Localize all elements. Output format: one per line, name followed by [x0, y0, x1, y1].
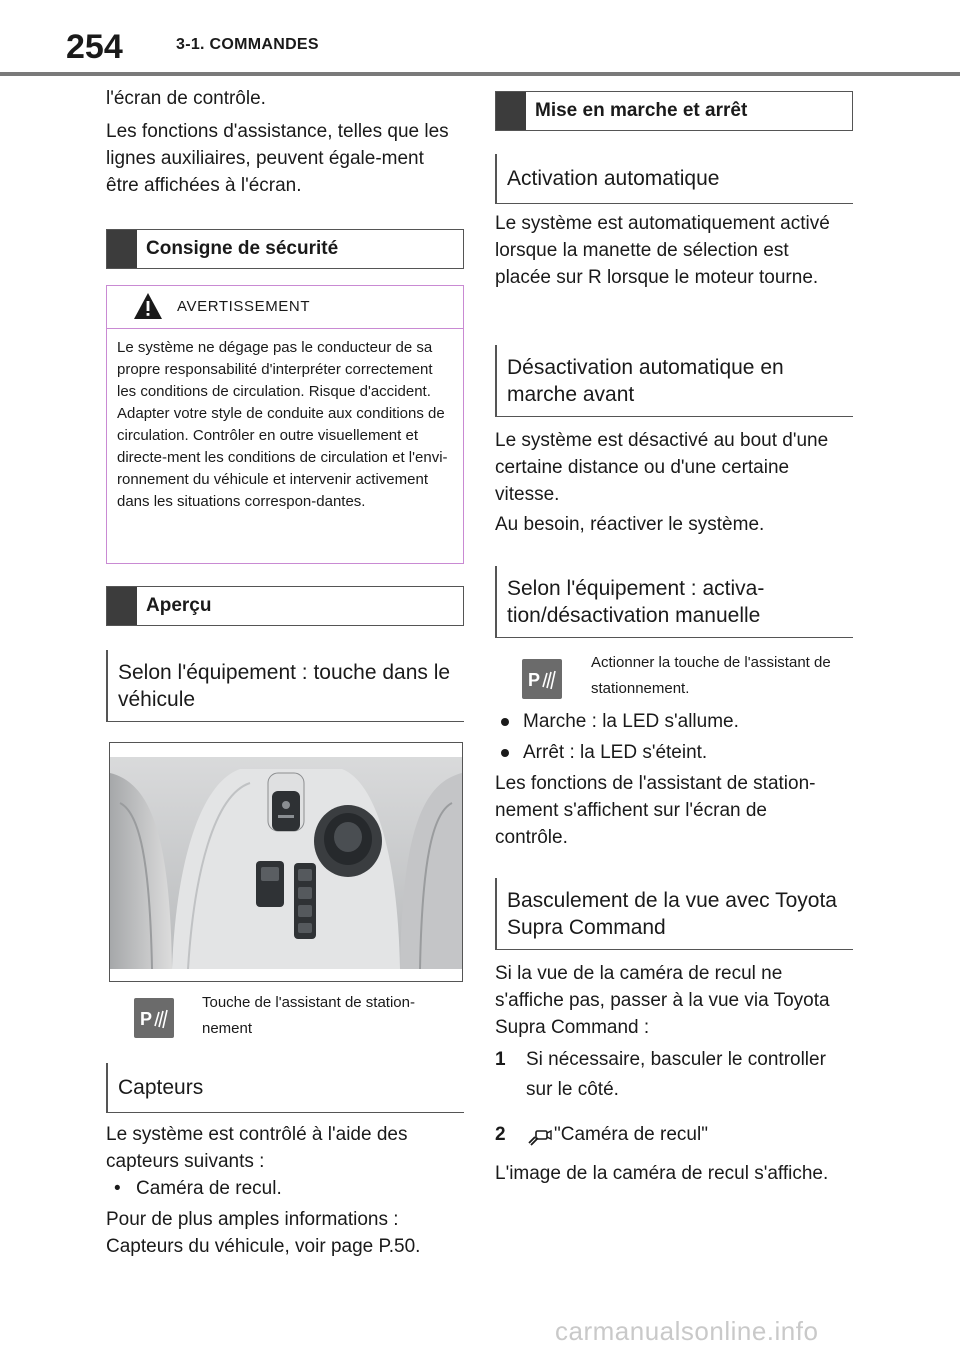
- warning-title: AVERTISSEMENT: [177, 298, 311, 315]
- warning-triangle-icon: [133, 292, 163, 320]
- functions-text: Les fonctions de l'assistant de station-nement s'affichent sur l'écran de contrôle.: [495, 773, 816, 848]
- parking-assistant-button-icon: [522, 659, 562, 699]
- watermark: carmanualsonline.info: [555, 1316, 819, 1346]
- parking-assistant-button-icon: [134, 998, 174, 1038]
- header-divider: [0, 72, 960, 76]
- heading-bar: [107, 587, 137, 625]
- step-number: 1: [495, 1049, 506, 1070]
- auto-deactivation-text: Le système est désactivé au bout d'une certaine distance ou d'une certaine vitesse.: [495, 430, 829, 505]
- safety-heading-text: Consigne de sécurité: [146, 238, 339, 259]
- list-item: [495, 739, 853, 766]
- sensors-subheading: [106, 1063, 464, 1113]
- sensors-text: Le système est contrôlé à l'aide des capteurs suivants :: [106, 1124, 408, 1172]
- warning-header: [107, 286, 463, 329]
- off-item-text: Arrêt : la LED s'éteint.: [523, 742, 708, 763]
- step-1-text: Si nécessaire, basculer le controller sur le côté.: [526, 1049, 826, 1100]
- list-bullet: •: [114, 1178, 121, 1199]
- step-2-text: "Caméra de recul": [554, 1124, 708, 1145]
- manual-subheading-text: Selon l'équipement : activa-tion/désactivation manuelle: [507, 576, 765, 627]
- heading-bar: [107, 230, 137, 268]
- equipment-subheading: [106, 650, 464, 722]
- auto-activation-subheading: [495, 154, 853, 204]
- parking-sensor-icon: [528, 667, 556, 691]
- sensors-list-item: [106, 1175, 464, 1202]
- more-info-text: Pour de plus amples informations : Capteurs du véhicule, voir page P.50.: [106, 1209, 421, 1257]
- overview-heading: [106, 586, 464, 626]
- sensors-list-item-text: Caméra de recul.: [136, 1178, 282, 1199]
- rear-camera-icon: [526, 1122, 552, 1146]
- manual-caption: Actionner la touche de l'assistant de stationnement.: [591, 654, 831, 697]
- sensors-subheading-text: Capteurs: [118, 1076, 204, 1099]
- switch-view-text: Si la vue de la caméra de recul ne s'affiche pas, passer à la vue via Toyota Supra Command :: [495, 963, 830, 1038]
- onoff-heading: [495, 91, 853, 131]
- console-photo: [109, 742, 463, 982]
- safety-heading: [106, 229, 464, 269]
- heading-bar: [496, 92, 526, 130]
- page-number: 254: [66, 28, 123, 66]
- auto-activation-subheading-text: Activation automatique: [507, 167, 720, 190]
- button-caption: Touche de l'assistant de station-nement: [202, 994, 415, 1037]
- auto-deactivation-subheading-text: Désactivation automatique en marche avant: [507, 355, 784, 406]
- intro-line: l'écran de contrôle.: [106, 88, 266, 109]
- switch-view-subheading: [495, 878, 853, 950]
- auto-activation-text: Le système est automatiquement activé lorsque la manette de sélection est placée sur R lorsque le moteur tourne.: [495, 213, 830, 288]
- reactivate-text: Au besoin, réactiver le système.: [495, 514, 765, 535]
- chapter-title: 3-1. COMMANDES: [176, 36, 319, 53]
- bullet-dot: [501, 718, 509, 726]
- warning-text: Le système ne dégage pas le conducteur de sa propre responsabilité d'interpréter correctement les conditions de circulation. Risque d'accident. Adapter votre style de conduite aux conditions de circulation. Contrôler en outre visuellement et directe-ment les conditions de circulation et l'envi-ronnement du véhicule et intervenir activement dans les situations correspon-dantes.: [117, 339, 448, 510]
- on-item-text: Marche : la LED s'allume.: [523, 711, 739, 732]
- final-text: L'image de la caméra de recul s'affiche.: [495, 1163, 829, 1184]
- intro-paragraph: Les fonctions d'assistance, telles que les lignes auxiliaires, peuvent égale-ment être affichées à l'écran.: [106, 121, 449, 196]
- svg-text:P: P: [140, 1009, 153, 1029]
- list-item: [495, 708, 853, 735]
- warning-box: [106, 285, 464, 564]
- center-console-image: [110, 743, 462, 981]
- equipment-subheading-text: Selon l'équipement : touche dans le véhicule: [118, 660, 451, 711]
- auto-deactivation-subheading: [495, 345, 853, 417]
- step-1: [495, 1045, 853, 1105]
- onoff-heading-text: Mise en marche et arrêt: [535, 100, 748, 121]
- step-number: 2: [495, 1124, 506, 1145]
- parking-sensor-icon: [140, 1006, 168, 1030]
- svg-text:P: P: [528, 670, 541, 690]
- overview-heading-text: Aperçu: [146, 595, 212, 616]
- bullet-dot: [501, 749, 509, 757]
- step-2: [495, 1120, 853, 1150]
- manual-subheading: [495, 566, 853, 638]
- switch-view-subheading-text: Basculement de la vue avec Toyota Supra Command: [507, 888, 837, 939]
